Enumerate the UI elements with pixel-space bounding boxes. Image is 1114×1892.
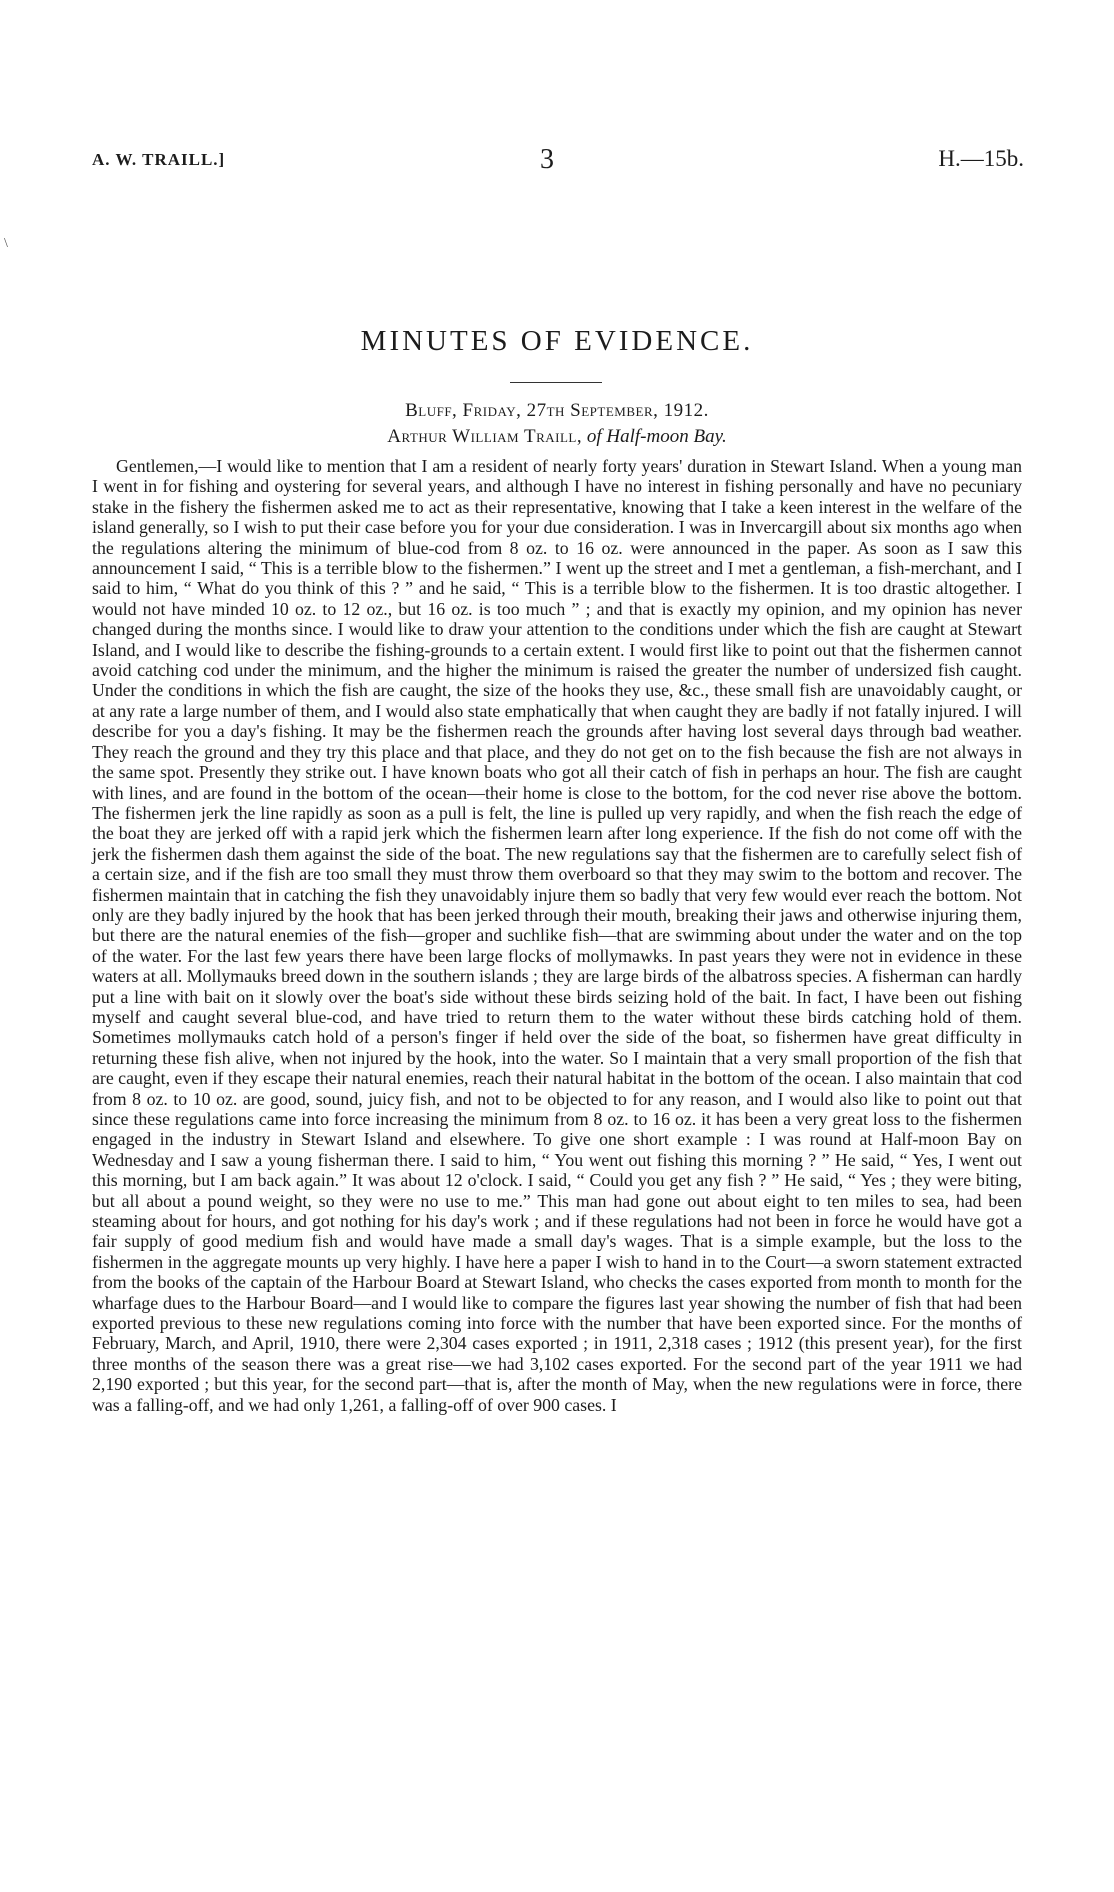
dateline: Bluff, Friday, 27th September, 1912. — [405, 400, 709, 421]
document-reference: H.—15b. — [938, 146, 1024, 171]
page-header — [0, 144, 1114, 180]
header-witness-name: A. W. TRAILL.] — [92, 150, 226, 169]
evidence-paragraph: Gentlemen,—I would like to mention that I am a resident of nearly forty years' duration in Stewart Island. When a young man I went in for fishing and oystering for several years, and although I have no interest in fishing personally and have no pecuniary stake in the fishery the fishermen asked me to act as their representative, knowing that I take a keen interest in the welfare of the island generally, so I wish to put their case before you for your due consideration. I was in Invercargill about six months ago when the regulations altering the minimum of blue-cod from 8 oz. to 16 oz. were announced in the paper. As soon as I saw this announcement I said, “ This is a terrible blow to the fishermen.” I went up the street and I met a gentleman, a fish-merchant, and I said to him, “ What do you think of this ? ” and he said, “ This is a terrible blow to the fishermen. It is too drastic altogether. I would not have minded 10 oz. to 12 oz., but 16 oz. is too much ” ; and that is exactly my opinion, and my opinion has never changed during the months since. I would like to draw your attention to the conditions under which the fish are caught at Stewart Island, and I would like to describe the fishing-grounds to a certain extent. I would first like to point out that the fishermen cannot avoid catching cod under the minimum, and the higher the minimum is raised the greater the number of undersized fish caught. Under the conditions in which the fish are caught, the size of the hooks they use, &c., these small fish are unavoidably caught, or at any rate a large number of them, and I would also state emphatically that when caught they are badly if not fatally injured. I will describe for you a day's fishing. It may be the fishermen reach the grounds after having lost several days through bad weather. They reach the ground and they try this place and that place, and they do not get on to the fish because the fish are not always in the same spot. Presently they strike out. I have known boats who got all their catch of fish in perhaps an hour. The fish are caught with lines, and are found in the bottom of the ocean—their home is close to the bottom, for the cod never rise above the bottom. The fishermen jerk the line rapidly as soon as a pull is felt, the line is pulled up very rapidly, and when the fish reach the edge of the boat they are jerked off with a rapid jerk which the fishermen learn after long experience. If the fish do not come off with the jerk the fishermen dash them against the side of the boat. The new regulations say that the fishermen are to carefully select fish of a certain size, and if the fish are too small they must throw them overboard so that they may swim to the bottom and recover. The fishermen maintain that in catching the fish they unavoidably injure them so badly that very few would ever reach the bottom. Not only are they badly injured by the hook that has been jerked through their mouth, breaking their jaws and otherwise injuring them, but there are the natural enemies of the fish—groper and suchlike fish—that are swimming about under the water and on the top of the water. For the last few years there have been large flocks of mollymawks. In past years they were not in evidence in these waters at all. Mollymauks breed down in the southern islands ; they are large birds of the albatross species. A fisherman can hardly put a line with bait on it slowly over the boat's side without these birds seizing hold of the bait. In fact, I have been out fishing myself and caught several blue-cod, and have tried to return them to the water without these birds catching hold of them. Sometimes mollymauks catch hold of a person's finger if held over the side of the boat, so fishermen have great difficulty in returning these fish alive, when not injured by the hook, into the water. So I maintain that a very small proportion of the fish that are caught, even if they escape their natural enemies, reach their natural habitat in the bottom of the ocean. I also maintain that cod from 8 oz. to 10 oz. are good, sound, juicy fish, and not to be objected to for any reason, and I would also like to point out that since these regulations came into force increasing the minimum from 8 oz. to 16 oz. it has been a very great loss to the fishermen engaged in the industry in Stewart Island and elsewhere. To give one short example : I was round at Half-moon Bay on Wednesday and I saw a young fisherman there. I said to him, “ You went out fishing this morning ? ” He said, “ Yes, I went out this morning, but I am back again.” It was about 12 o'clock. I said, “ Could you get any fish ? ” He said, “ Yes ; they were biting, but all about a pound weight, so they were no use to me.” This man had gone out about eight to ten miles to sea, had been steaming about for hours, and got nothing for his day's work ; and if these regulations had not been in force he would have got a fair supply of good medium fish and would have made a small day's wages. That is a simple example, but the loss to the fishermen in the aggregate mounts up very highly. I have here a paper I wish to hand in to the Court—a sworn statement extracted from the books of the captain of the Harbour Board at Stewart Island, who checks the cases exported from month to month for the wharfage dues to the Harbour Board—and I would like to compare the figures last year showing the number of fish that had been exported previous to these new regulations coming into force with the number that have been exported since. For the months of February, March, and April, 1910, there were 2,304 cases exported ; in 1911, 2,318 cases ; 1912 (this present year), for the first three months of the season there was a great rise—we had 3,102 cases exported. For the second part of the year 1911 we had 2,190 exported ; but this year, for the second part—that is, after the month of May, when the new regulations were in force, there was a falling-off, and we had only 1,261, a falling-off of over 900 cases. I — [92, 456, 1022, 1415]
page-title: MINUTES OF EVIDENCE. — [360, 325, 754, 357]
title-divider — [510, 382, 602, 383]
witness-line — [0, 426, 1114, 448]
page-number: 3 — [540, 144, 554, 175]
witness-place: of Half-moon Bay. — [586, 426, 727, 447]
witness-name: Arthur William Traill, — [387, 426, 583, 447]
margin-mark: \ — [4, 236, 8, 251]
evidence-body — [92, 456, 1022, 1415]
